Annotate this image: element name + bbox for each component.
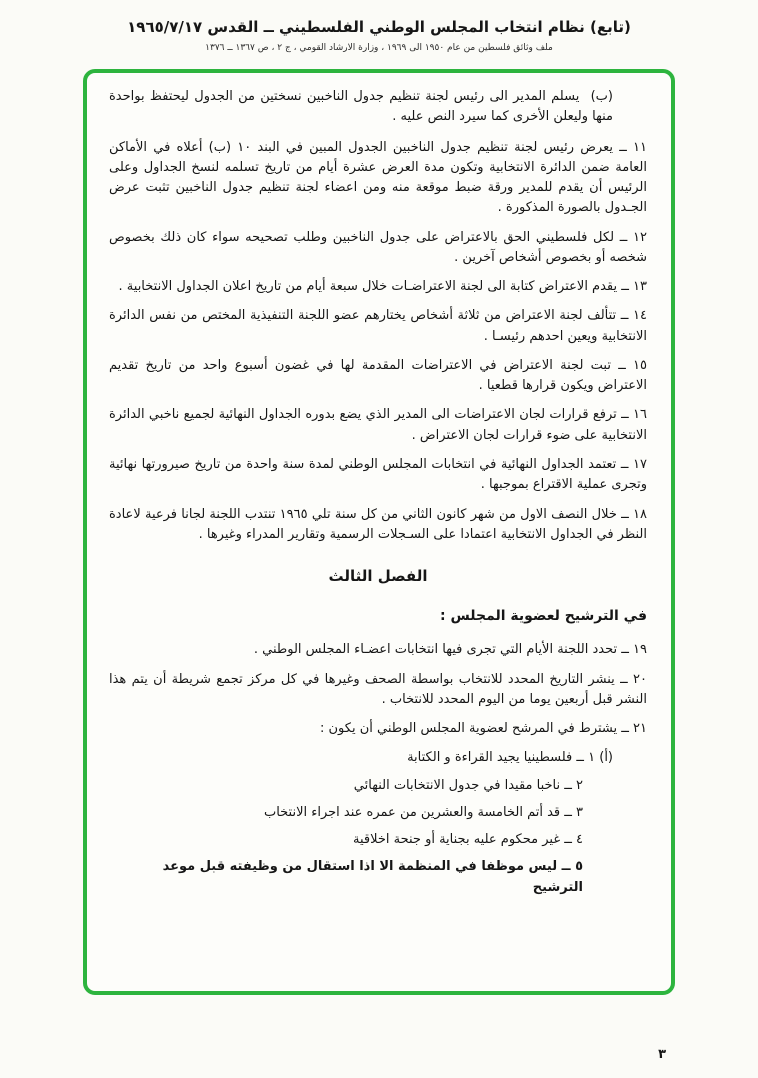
numbered-item bbox=[109, 138, 647, 219]
numbered-item bbox=[109, 228, 647, 269]
condition-text: ليس موظفا في المنظمة الا اذا استقال من وظيفته قبل موعد الترشيح bbox=[162, 859, 583, 895]
item-number: ١٢ ــ bbox=[619, 229, 647, 245]
condition-text: فلسطينيا يجيد القراءة و الكتابة bbox=[407, 750, 573, 766]
condition-item bbox=[109, 830, 647, 850]
document-title: (تابع) نظام انتخاب المجلس الوطني الفلسطيني ــ القدس ١٩٦٥/٧/١٧ bbox=[127, 18, 631, 36]
clause-b bbox=[109, 87, 647, 128]
condition-item bbox=[109, 748, 647, 768]
item-number: ١٣ ــ bbox=[621, 279, 647, 295]
item-number: ٢١ ــ bbox=[621, 721, 647, 737]
item-text: ترفع قرارات لجان الاعتراضات الى المدير الذي يضع بدوره الجداول النهائية لجميع ناخبي الدائرة الانتخابية على ضوء قرارات لجان الاعتراض . bbox=[109, 407, 647, 443]
item-text: يقدم الاعتراض كتابة الى لجنة الاعتراضـات خلال سبعة أيام من تاريخ اعلان الجداول الانتخابية . bbox=[118, 279, 618, 295]
condition-number: ٢ ــ bbox=[564, 777, 583, 793]
clause-b-label: (ب) bbox=[590, 89, 613, 104]
numbered-item bbox=[109, 505, 647, 546]
numbered-item bbox=[109, 455, 647, 496]
item-number: ١٨ ــ bbox=[621, 506, 648, 522]
numbered-list-1 bbox=[109, 138, 647, 546]
numbered-item bbox=[109, 277, 647, 297]
condition-item bbox=[109, 857, 647, 898]
condition-item bbox=[109, 803, 647, 823]
condition-text: غير محكوم عليه بجناية أو جنحة اخلاقية bbox=[352, 832, 561, 848]
document-border bbox=[83, 69, 675, 995]
clause-b-text: يسلم المدير الى رئيس لجنة تنظيم جدول الناخبين نسختين من الجدول ليحتفظ بواحدة منها وليعلن الأخرى كما سيرد النص عليه . bbox=[109, 89, 613, 125]
item-text: خلال النصف الاول من شهر كانون الثاني من كل سنة تلي ١٩٦٥ تنتدب اللجنة لجانا فرعية لاعادة النظر في الجداول الانتخابية اعتمادا على السـجلات الرسمية وتقارير المدراء وغيرها . bbox=[109, 506, 647, 542]
item-number: ١٩ ــ bbox=[621, 642, 647, 658]
condition-item bbox=[109, 776, 647, 796]
condition-text: ناخبا مقيدا في جدول الانتخابات النهائي bbox=[353, 777, 561, 793]
section-heading: في الترشيح لعضوية المجلس : bbox=[440, 608, 647, 625]
numbered-item bbox=[109, 356, 647, 397]
item-number: ١٥ ــ bbox=[618, 357, 648, 373]
item-text: يعرض رئيس لجنة تنظيم جدول الناخبين الجدول المبين في البند ١٠ (ب) أعلاه في الأماكن العامة ضمن الدائرة الانتخابية وتكون مدة العرض عشرة أيام من تاريخ تسلمه لنسخ الجداول وعلى الرئيس أن يقدم للمدير ورقة ضبط موقعة منه ومن اعضاء لجنة تنظيم جدول الناخبين تثبت عرض الجـدول بالصورة المذكورة . bbox=[109, 139, 647, 216]
page-number: ٣ bbox=[658, 1047, 666, 1062]
item-text: تتألف لجنة الاعتراض من ثلاثة أشخاص يختارهم عضو اللجنة التنفيذية المختص من نفس الدائرة الانتخابية ويعين احدهم رئيسـا . bbox=[109, 308, 647, 344]
numbered-item bbox=[109, 405, 647, 446]
candidacy-conditions bbox=[109, 748, 647, 898]
numbered-item bbox=[109, 719, 647, 739]
condition-text: قد أتم الخامسة والعشرين من عمره عند اجراء الانتخاب bbox=[263, 804, 561, 820]
item-text: لكل فلسطيني الحق بالاعتراض على جدول الناخبين وطلب تصحيحه سواء كان ذلك بخصوص شخصه أو بخصوص أشخاص آخرين . bbox=[109, 229, 647, 265]
chapter-heading: الفصل الثالث bbox=[328, 567, 428, 586]
numbered-item bbox=[109, 640, 647, 660]
document-subtitle: ملف وثائق فلسطين من عام ١٩٥٠ الى ١٩٦٩ ، وزارة الارشاد القومي ، ج ٢ ، ص ١٣٦٧ ــ ١٣٧٦ bbox=[205, 43, 553, 53]
item-text: تبت لجنة الاعتراض في الاعتراضات المقدمة لها في غضون أسبوع واحد من تاريخ تقديم الاعتراض ويكون قرارها قطعيا . bbox=[109, 357, 647, 394]
numbered-list-2 bbox=[109, 640, 647, 739]
condition-number: (أ) ١ ــ bbox=[576, 750, 613, 766]
document-header bbox=[0, 18, 758, 53]
condition-number: ٣ ــ bbox=[564, 804, 583, 820]
numbered-item bbox=[109, 306, 647, 347]
item-number: ٢٠ ــ bbox=[620, 671, 648, 687]
condition-number: ٥ ــ bbox=[561, 859, 583, 875]
item-text: تحدد اللجنة الأيام التي تجرى فيها انتخابات اعضـاء المجلس الوطني . bbox=[253, 642, 618, 658]
item-text: ينشر التاريخ المحدد للانتخاب بواسطة الصحف وغيرها في كل مركز تجمع شريطة أن يتم هذا النشر قبل أربعين يوما من اليوم المحدد للانتخاب . bbox=[109, 671, 647, 707]
item-number: ١٦ ــ bbox=[621, 407, 647, 423]
numbered-item bbox=[109, 670, 647, 711]
item-number: ١٤ ــ bbox=[620, 308, 647, 324]
item-text: يشترط في المرشح لعضوية المجلس الوطني أن يكون : bbox=[319, 721, 618, 737]
condition-number: ٤ ــ bbox=[564, 832, 583, 848]
item-number: ١٧ ــ bbox=[620, 456, 647, 472]
item-text: تعتمد الجداول النهائية في انتخابات المجلس الوطني لمدة سنة واحدة من تاريخ صيرورتها نهائية وتجرى عملية الاقتراع بموجبها . bbox=[109, 456, 647, 493]
item-number: ١١ ــ bbox=[619, 139, 647, 155]
